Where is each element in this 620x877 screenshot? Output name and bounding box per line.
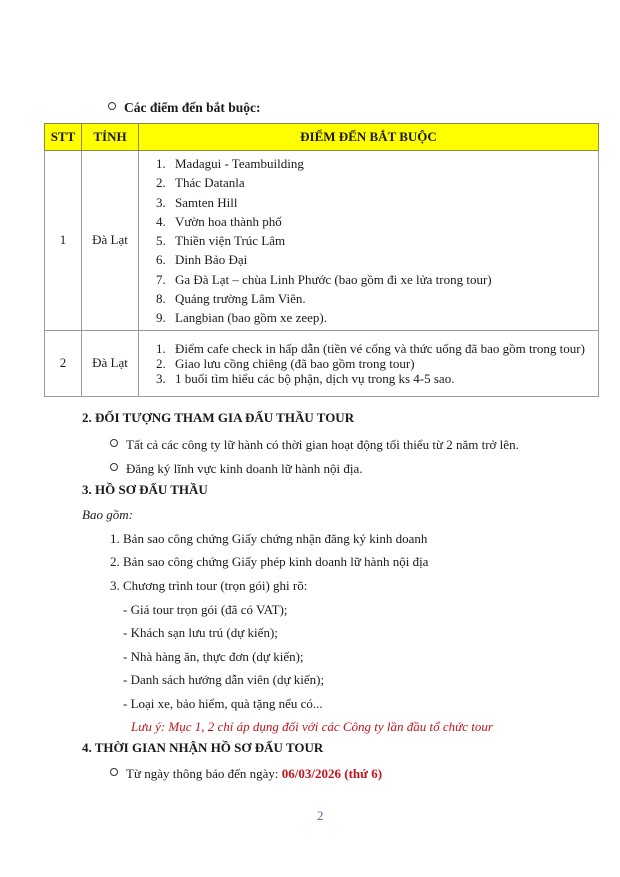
document-item: 2. Bản sao công chứng Giấy phép kinh doanh lữ hành nội địa (110, 554, 429, 569)
list-item: 2. Giao lưu cồng chiêng (đã bao gồm trong tour) (156, 355, 415, 371)
list-item: 4. Vườn hoa thành phố (156, 213, 282, 229)
document-item: 1. Bản sao công chứng Giấy chứng nhận đăng ký kinh doanh (110, 531, 428, 546)
deadline-date: 06/03/2026 (thứ 6) (281, 766, 383, 781)
header-tinh: TỈNH (82, 124, 139, 151)
circle-bullet-icon (108, 102, 116, 110)
table-row (45, 151, 599, 331)
section-2-bullet: Đăng ký lĩnh vực kinh doanh lữ hành nội địa. (110, 461, 363, 477)
document-subitem: - Loại xe, bảo hiểm, quà tặng nếu có... (123, 696, 323, 711)
document-item: 3. Chương trình tour (trọn gói) ghi rõ: (110, 578, 308, 593)
cell-stt: 2 (45, 330, 82, 396)
document-subitem: - Giá tour trọn gói (đã có VAT); (123, 602, 288, 617)
list-item: 5. Thiền viện Trúc Lâm (156, 233, 286, 249)
section-3-note: Lưu ý: Mục 1, 2 chỉ áp dụng đối với các Công ty lần đầu tổ chức tour (131, 719, 493, 734)
list-item: 1. Điểm cafe check in hấp dẫn (tiền vé cổng và thức uống đã bao gồm trong tour) (156, 340, 585, 356)
cell-stt: 1 (45, 151, 82, 331)
section-3-title: 3. HỒ SƠ ĐẤU THẦU (82, 482, 208, 497)
section-4-title: 4. THỜI GIAN NHẬN HỒ SƠ ĐẤU TOUR (82, 740, 324, 755)
document-subitem: - Nhà hàng ăn, thực đơn (dự kiến); (123, 649, 304, 664)
table-row (45, 330, 599, 396)
list-item: 3. Samten Hill (156, 194, 238, 210)
destination-list (139, 151, 598, 330)
destinations-table (44, 123, 599, 397)
intro-bullet: Các điểm đến bắt buộc: (108, 100, 261, 116)
list-item: 9. Langbian (bao gồm xe zeep). (156, 310, 327, 326)
circle-bullet-icon (110, 463, 118, 471)
section-4-bullet: Từ ngày thông báo đến ngày: 06/03/2026 (thứ 6) (110, 766, 382, 782)
list-item: 3. 1 buổi tìm hiểu các bộ phận, dịch vụ trong ks 4-5 sao. (156, 370, 455, 386)
destination-list (139, 338, 598, 389)
cell-destinations (139, 330, 599, 396)
circle-bullet-icon (110, 768, 118, 776)
header-stt: STT (45, 124, 82, 151)
document-subitem: - Khách sạn lưu trú (dự kiến); (123, 625, 278, 640)
page-number: 2 (317, 808, 324, 823)
table-header-row (45, 124, 599, 151)
header-destinations: ĐIỂM ĐẾN BẮT BUỘC (139, 124, 599, 151)
section-3-intro: Bao gồm: (82, 507, 133, 522)
list-item: 7. Ga Đà Lạt – chùa Linh Phước (bao gồm đi xe lửa trong tour) (156, 271, 492, 287)
cell-destinations (139, 151, 599, 331)
list-item: 8. Quảng trường Lâm Viên. (156, 291, 306, 307)
section-2-bullet: Tất cả các công ty lữ hành có thời gian hoạt động tối thiểu từ 2 năm trở lên. (110, 437, 519, 453)
list-item: 1. Madagui - Teambuilding (156, 156, 304, 171)
cell-tinh: Đà Lạt (82, 151, 139, 331)
circle-bullet-icon (110, 439, 118, 447)
list-item: 6. Dinh Bảo Đại (156, 252, 248, 268)
section-2-title: 2. ĐỐI TƯỢNG THAM GIA ĐẤU THẦU TOUR (82, 410, 355, 425)
document-subitem: - Danh sách hướng dẫn viên (dự kiến); (123, 672, 325, 687)
cell-tinh: Đà Lạt (82, 330, 139, 396)
list-item: 2. Thác Datanla (156, 175, 245, 191)
